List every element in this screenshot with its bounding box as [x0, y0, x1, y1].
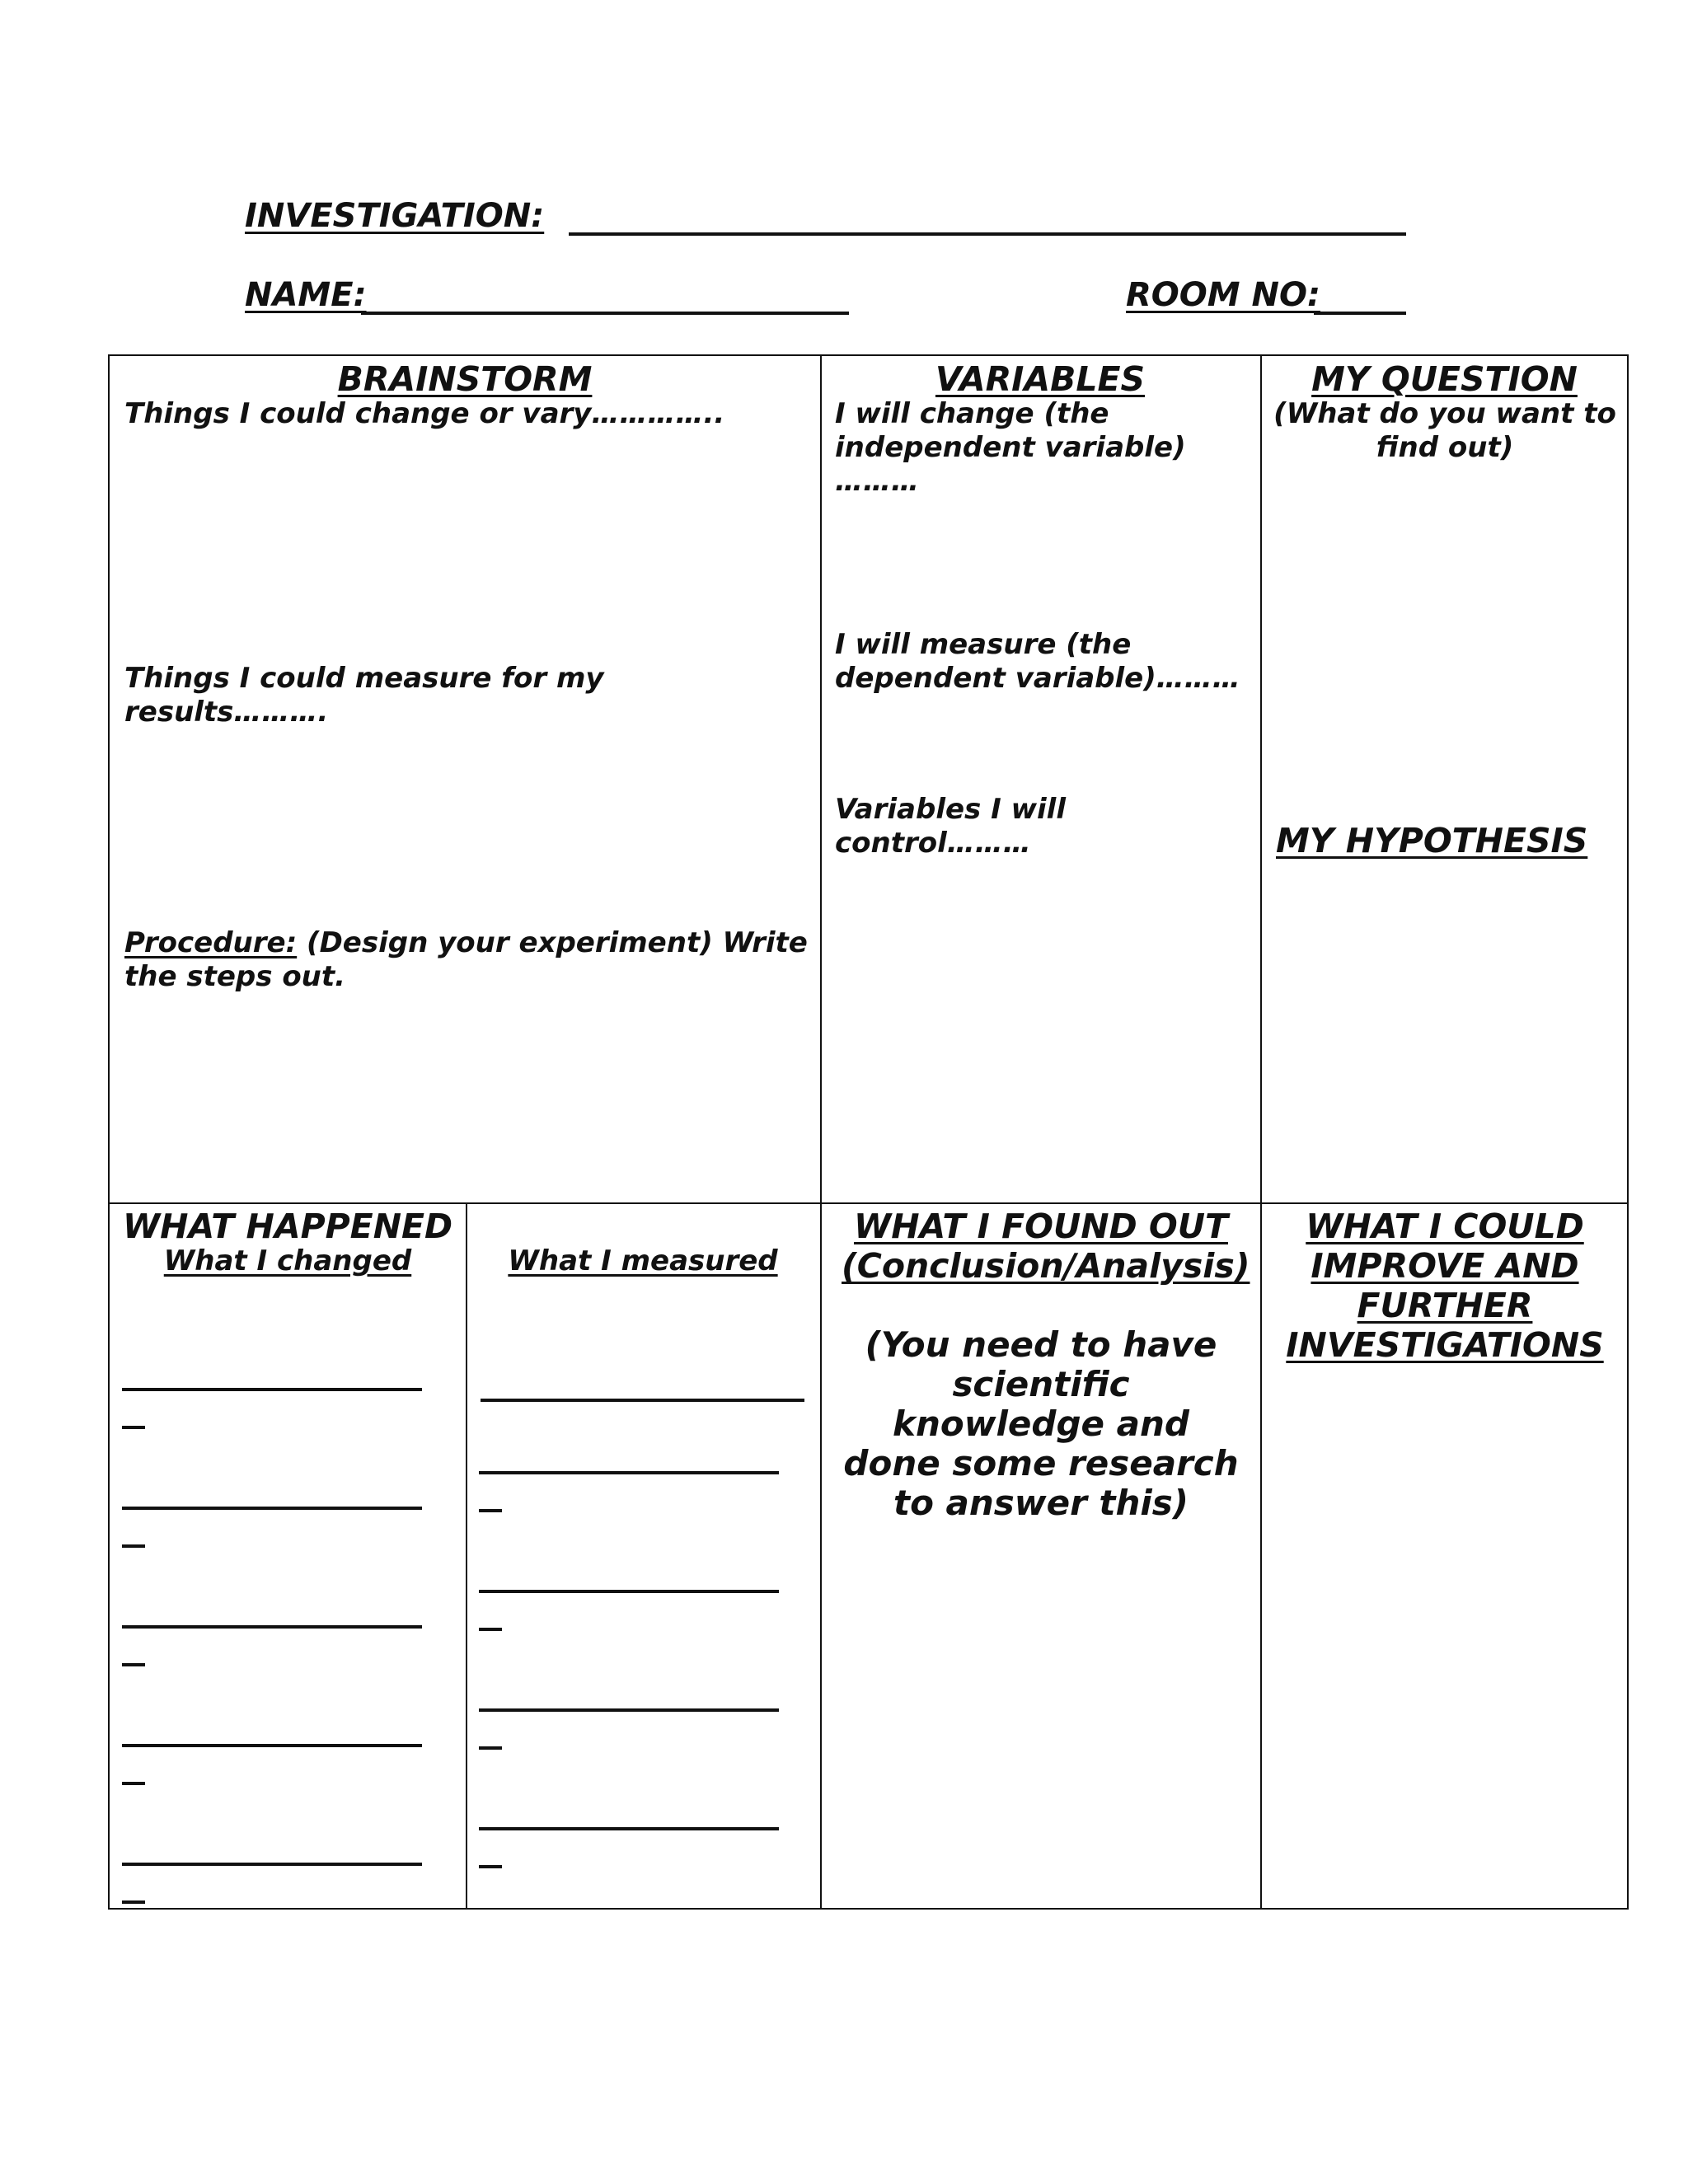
controlled-variables-prompt: Variables I will control……… [835, 793, 1066, 860]
col-divider-lower [466, 1202, 467, 1908]
what-happened-title: WHAT HAPPENED [122, 1207, 453, 1246]
measured-answer-line [479, 1509, 502, 1512]
question-title: MY QUESTION [1311, 359, 1578, 399]
changed-answer-line[interactable] [122, 1744, 422, 1747]
changed-answer-line [122, 1426, 145, 1429]
investigation-label: INVESTIGATION: [245, 197, 545, 235]
changed-answer-line [122, 1900, 145, 1904]
independent-variable-prompt: I will change (the independent variable) ……… [835, 397, 1186, 498]
investigation-field[interactable] [569, 199, 1406, 236]
what-i-changed-label: What I changed [163, 1244, 412, 1277]
what-i-measured-label: What I measured [508, 1244, 778, 1277]
found-out-title: WHAT I FOUND OUT (Conclusion/Analysis) [842, 1207, 1250, 1286]
measured-answer-line[interactable] [479, 1708, 779, 1712]
question-subtitle: (What do you want to find out) [1273, 397, 1616, 464]
room-label: ROOM NO: [1126, 276, 1321, 314]
brainstorm-measure-prompt: Things I could measure for my results………. [124, 662, 604, 729]
procedure-prompt [124, 926, 809, 994]
changed-answer-line[interactable] [122, 1625, 422, 1629]
measured-answer-line [479, 1628, 502, 1631]
hypothesis-title: MY HYPOTHESIS [1276, 821, 1588, 860]
measured-answer-line[interactable] [479, 1590, 779, 1593]
measured-answer-line[interactable] [479, 1471, 779, 1474]
changed-answer-line[interactable] [122, 1388, 422, 1391]
measured-answer-line [479, 1865, 502, 1868]
changed-answer-line[interactable] [122, 1863, 422, 1866]
name-field[interactable] [361, 279, 849, 315]
measured-answer-line [479, 1746, 502, 1750]
found-out-note: (You need to have scientific knowledge and done some research to answer this) [843, 1324, 1239, 1523]
changed-answer-line [122, 1663, 145, 1666]
measured-answer-line[interactable] [479, 1827, 779, 1830]
room-field[interactable] [1314, 279, 1406, 315]
row-divider [110, 1202, 1627, 1204]
improve-title: WHAT I COULD IMPROVE AND FURTHER INVESTIGATIONS [1286, 1207, 1604, 1365]
changed-answer-line [122, 1544, 145, 1548]
brainstorm-title: BRAINSTORM [337, 359, 593, 399]
brainstorm-change-prompt: Things I could change or vary………….. [124, 397, 725, 430]
procedure-label: Procedure: [124, 926, 298, 959]
worksheet-grid [108, 354, 1629, 1910]
measured-answer-line[interactable] [481, 1399, 804, 1402]
dependent-variable-prompt: I will measure (the dependent variable)……… [835, 628, 1240, 695]
changed-answer-line [122, 1782, 145, 1785]
changed-answer-line[interactable] [122, 1507, 422, 1510]
col-divider-1 [820, 356, 822, 1908]
variables-title: VARIABLES [935, 359, 1146, 399]
name-label: NAME: [245, 276, 367, 314]
col-divider-2 [1260, 356, 1262, 1908]
procedure-text: (Design your experiment) Write the steps out. [124, 926, 808, 993]
